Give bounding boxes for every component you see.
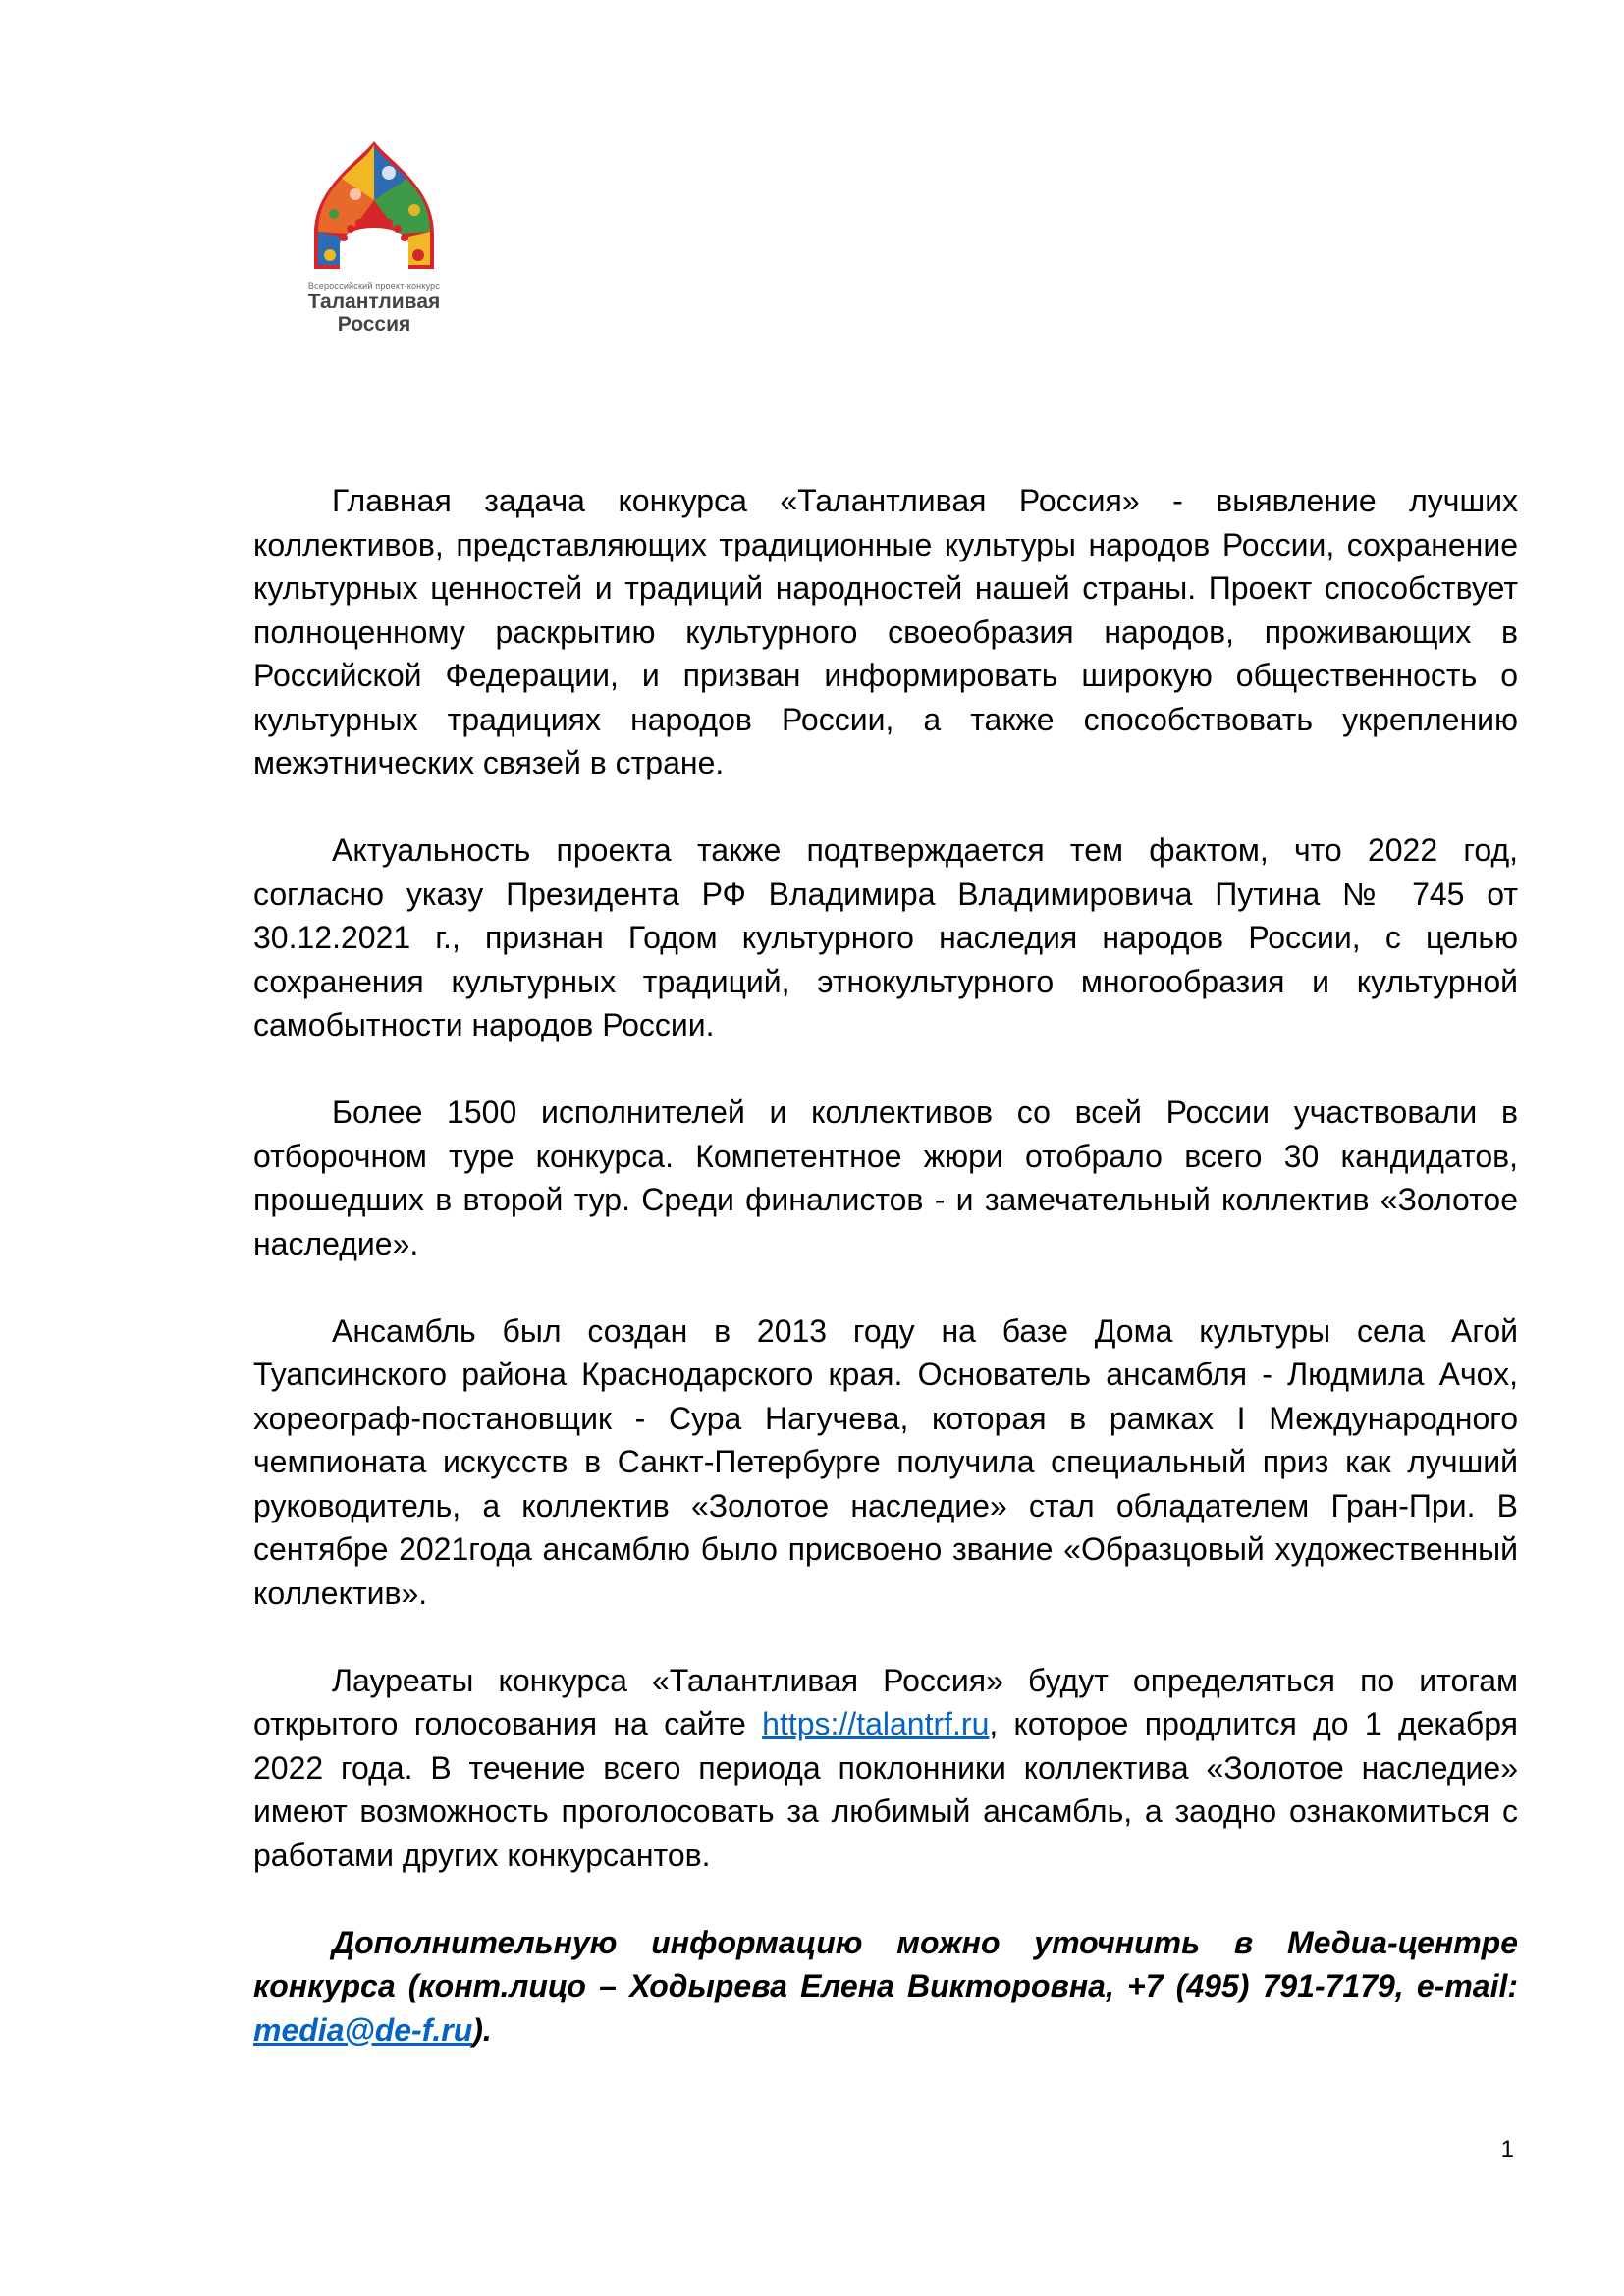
voting-text-before: Лауреаты конкурса «Талантливая Россия» будут определяться по итогам открытого голосования на сайте bbox=[253, 1662, 1518, 1741]
paragraph-ensemble: Ансамбль был создан в 2013 году на базе Дома культуры села Агой Туапсинского района Краснодарского края. Основатель ансамбля - Людмила Ачох, хореограф-постановщик - Сура Нагучева, которая в рамках I Международного чемпионата искусств в Санкт-Петербурге получила специальный приз как лучший руководитель, а коллектив «Золотое наследие» стал обладателем Гран-При. В сентябре 2021года ансамблю было присвоено звание «Образцовый художественный коллектив». bbox=[253, 1312, 1518, 1611]
document-body bbox=[253, 479, 1518, 2096]
kokoshnik-logo-icon bbox=[304, 135, 444, 275]
paragraph-main-goal: Главная задача конкурса «Талантливая Россия» - выявление лучших коллективов, представляющих традиционные культуры народов России, сохранение культурных ценностей и традиций народностей нашей страны. Проект способствует полноценному раскрытию культурного своеобразия народов, проживающих в Российской Федерации, и призван информировать широкую общественность о культурных традициях народов России, а также способствовать укреплению межэтнических связей в стране. bbox=[253, 483, 1518, 780]
voting-text-after: , которое продлится до 1 декабря 2022 года. В течение всего периода поклонники коллектива «Золотое наследие» имеют возможность проголосовать за любимый ансамбль, а заодно ознакомиться с работами других конкурсантов. bbox=[253, 1706, 1519, 1873]
voting-link[interactable]: https://talantrf.ru bbox=[762, 1706, 990, 1741]
logo-title-line2: Россия bbox=[337, 313, 411, 336]
contact-closing: ). bbox=[472, 2011, 492, 2048]
logo bbox=[291, 135, 458, 336]
page-number: 1 bbox=[1500, 2136, 1514, 2163]
paragraph-voting bbox=[253, 1659, 1518, 1878]
contact-text: Дополнительную информацию можно уточнить в Медиа-центре конкурса (конт.лицо – Ходырева Елена Викторовна, +7 (495) 791-7179, e-mail: bbox=[253, 1924, 1518, 2003]
logo-subtitle: Всероссийский проект-конкурс bbox=[307, 281, 441, 291]
contact-email-link[interactable]: media@de-f.ru bbox=[253, 2011, 473, 2048]
paragraph-relevance: Актуальность проекта также подтверждается тем фактом, что 2022 год, согласно указу Президента РФ Владимира Владимировича Путина № 745 от 30.12.2021 г., признан Годом культурного наследия народов России, с целью сохранения культурных традиций, этнокультурного многообразия и культурной самобытности народов России. bbox=[253, 832, 1518, 1042]
paragraph-participants: Более 1500 исполнителей и коллективов со всей России участвовали в отборочном туре конкурса. Компетентное жюри отобрало всего 30 кандидатов, прошедших в второй тур. Среди финалистов - и замечательный коллектив «Золотое наследие». bbox=[253, 1095, 1518, 1261]
logo-title-line1: Талантливая bbox=[307, 291, 441, 313]
paragraph-contact bbox=[253, 1921, 1518, 2053]
